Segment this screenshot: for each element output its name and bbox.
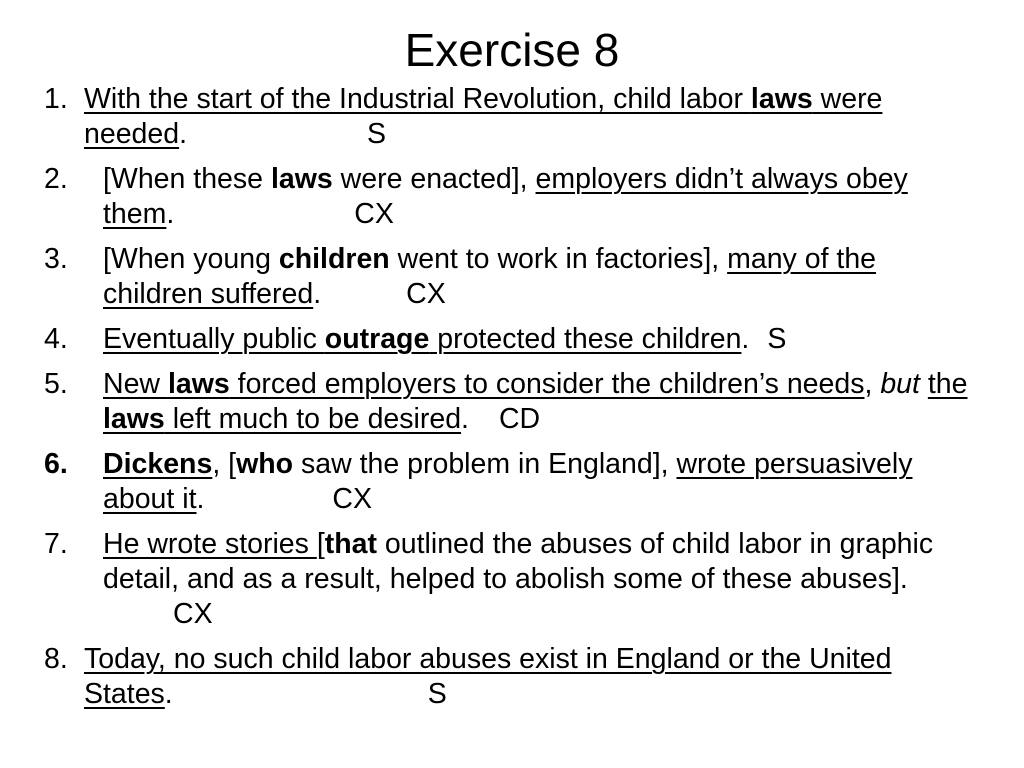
sentence-fragment: [When young xyxy=(103,243,279,275)
sentence-fragment: left much to be desired xyxy=(164,403,462,435)
sentence-fragment: laws xyxy=(750,83,813,115)
item-number: 2. xyxy=(44,163,68,195)
sentence-type-label: CX xyxy=(332,483,373,515)
item-number: 8. xyxy=(44,643,68,675)
sentence-fragment: . xyxy=(164,678,173,710)
item-sentence xyxy=(44,242,974,312)
item-number: 6. xyxy=(44,448,68,480)
sentence-fragment: , [ xyxy=(212,448,237,480)
sentence-fragment: who xyxy=(236,448,294,480)
sentence-fragment: laws xyxy=(167,368,230,400)
exercise-item xyxy=(44,367,974,437)
sentence-fragment: Eventually public xyxy=(103,323,325,355)
sentence-type-label: CX xyxy=(406,278,446,310)
sentence-fragment: Dickens xyxy=(103,448,213,480)
sentence-fragment: [When these xyxy=(103,163,271,195)
exercise-item xyxy=(44,642,974,712)
item-sentence xyxy=(44,82,974,152)
sentence-type-label: S xyxy=(427,678,447,710)
sentence-fragment xyxy=(920,368,928,400)
sentence-fragment: . xyxy=(741,323,750,355)
sentence-fragment: With the start of the Industrial Revolution, child labor xyxy=(84,83,751,115)
sentence-fragment: . xyxy=(196,483,205,515)
item-sentence xyxy=(44,447,974,517)
exercise-item xyxy=(44,82,974,152)
sentence-fragment: employers didn’t always obey them xyxy=(103,163,908,230)
sentence-fragment: outlined the abuses of child labor in graphic detail, and as a result, helped to abolish some of these abuses]. xyxy=(103,528,934,595)
sentence-fragment: . xyxy=(461,403,469,435)
sentence-fragment: . xyxy=(166,198,175,230)
sentence-fragment: outrage xyxy=(324,323,430,355)
sentence-type-label: CX xyxy=(173,598,213,630)
item-sentence xyxy=(44,642,974,712)
exercise-item xyxy=(44,322,974,357)
item-sentence xyxy=(44,367,974,437)
sentence-fragment: saw the problem in England], xyxy=(293,448,677,480)
exercise-item xyxy=(44,527,974,632)
item-sentence xyxy=(44,527,974,632)
sentence-fragment: New xyxy=(103,368,168,400)
item-number: 7. xyxy=(44,528,68,560)
exercise-item xyxy=(44,242,974,312)
sentence-fragment: Today, no such child labor abuses exist in England or the United States xyxy=(84,643,892,710)
item-number: 3. xyxy=(44,243,68,275)
sentence-fragment: forced employers to consider the children’s needs xyxy=(229,368,865,400)
sentence-type-label: S xyxy=(767,323,787,355)
sentence-type-label: CD xyxy=(498,403,541,435)
sentence-fragment: but xyxy=(880,368,920,400)
sentence-fragment: that xyxy=(324,528,377,560)
item-sentence xyxy=(44,162,974,232)
sentence-fragment: went to work in factories], xyxy=(389,243,728,275)
sentence-fragment: . xyxy=(313,278,322,310)
sentence-fragment: were needed xyxy=(84,83,883,150)
exercise-list xyxy=(44,82,974,712)
exercise-item xyxy=(44,447,974,517)
exercise-item xyxy=(44,162,974,232)
item-number: 5. xyxy=(44,368,68,400)
sentence-fragment: wrote persuasively about it xyxy=(103,448,913,515)
sentence-fragment: laws xyxy=(270,163,333,195)
sentence-fragment: He wrote stories xyxy=(103,528,317,560)
sentence-fragment: . xyxy=(179,118,188,150)
sentence-fragment: laws xyxy=(103,403,165,435)
sentence-fragment: , xyxy=(864,368,881,400)
slide-title: Exercise 8 xyxy=(404,24,620,76)
sentence-type-label: S xyxy=(367,118,387,150)
sentence-type-label: CX xyxy=(354,198,394,230)
sentence-fragment: the xyxy=(927,368,968,400)
item-number: 4. xyxy=(44,323,68,355)
sentence-fragment: many of the children suffered xyxy=(103,243,877,310)
sentence-fragment: were enacted], xyxy=(332,163,536,195)
item-number: 1. xyxy=(44,83,68,115)
item-sentence xyxy=(44,322,974,357)
sentence-fragment: children xyxy=(278,243,390,275)
sentence-fragment: protected these children xyxy=(429,323,742,355)
sentence-fragment: [ xyxy=(316,528,325,560)
